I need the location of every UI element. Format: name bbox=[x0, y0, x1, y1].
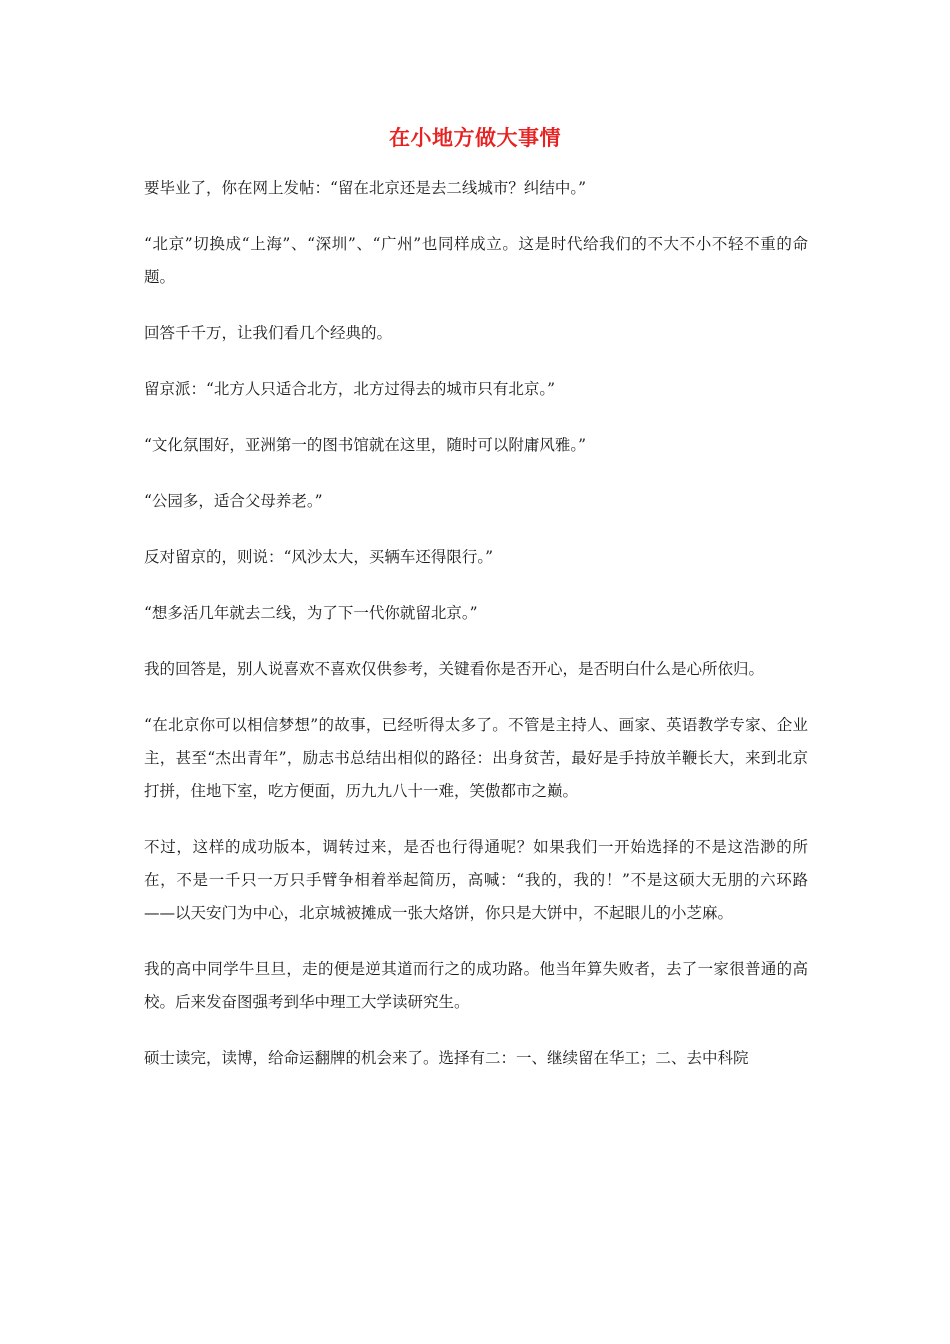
paragraph: 反对留京的，则说：“风沙太大，买辆车还得限行。” bbox=[144, 548, 494, 566]
paragraph: “想多活几年就去二线，为了下一代你就留北京。” bbox=[144, 604, 478, 622]
paragraph: 不过，这样的成功版本，调转过来，是否也行得通呢？如果我们一开始选择的不是这浩渺的所在，不是一千只一万只手臂争相着举起简历，高喊：“我的，我的！”不是这硕大无朋的六环路——以天安门为中心，北京城被摊成一张大烙饼，你只是大饼中，不起眼儿的小芝麻。 bbox=[144, 838, 808, 922]
paragraph: 硕士读完，读博，给命运翻牌的机会来了。选择有二：一、继续留在华工；二、去中科院 bbox=[144, 1049, 749, 1067]
document-title: 在小地方做大事情 bbox=[389, 126, 561, 150]
paragraph: 回答千千万，让我们看几个经典的。 bbox=[144, 324, 393, 342]
paragraph: “北京”切换成“上海”、“深圳”、“广州”也同样成立。这是时代给我们的不大不小不轻不重的命题。 bbox=[144, 235, 808, 286]
paragraph: 我的高中同学牛旦旦，走的便是逆其道而行之的成功路。他当年算失败者，去了一家很普通的高校。后来发奋图强考到华中理工大学读研究生。 bbox=[144, 960, 808, 1011]
document-body bbox=[144, 172, 808, 1098]
paragraph: 要毕业了，你在网上发帖：“留在北京还是去二线城市？纠结中。” bbox=[144, 179, 587, 197]
paragraph: 留京派：“北方人只适合北方，北方过得去的城市只有北京。” bbox=[144, 380, 556, 398]
paragraph: “文化氛围好，亚洲第一的图书馆就在这里，随时可以附庸风雅。” bbox=[144, 436, 587, 454]
paragraph: “在北京你可以相信梦想”的故事，已经听得太多了。不管是主持人、画家、英语教学专家、企业主，甚至“杰出青年”，励志书总结出相似的路径：出身贫苦，最好是手持放羊鞭长大，来到北京打拼，住地下室，吃方便面，历九九八十一难，笑傲都市之巅。 bbox=[144, 716, 808, 800]
paragraph: “公园多，适合父母养老。” bbox=[144, 492, 323, 510]
paragraph: 我的回答是，别人说喜欢不喜欢仅供参考，关键看你是否开心，是否明白什么是心所依归。 bbox=[144, 660, 765, 678]
